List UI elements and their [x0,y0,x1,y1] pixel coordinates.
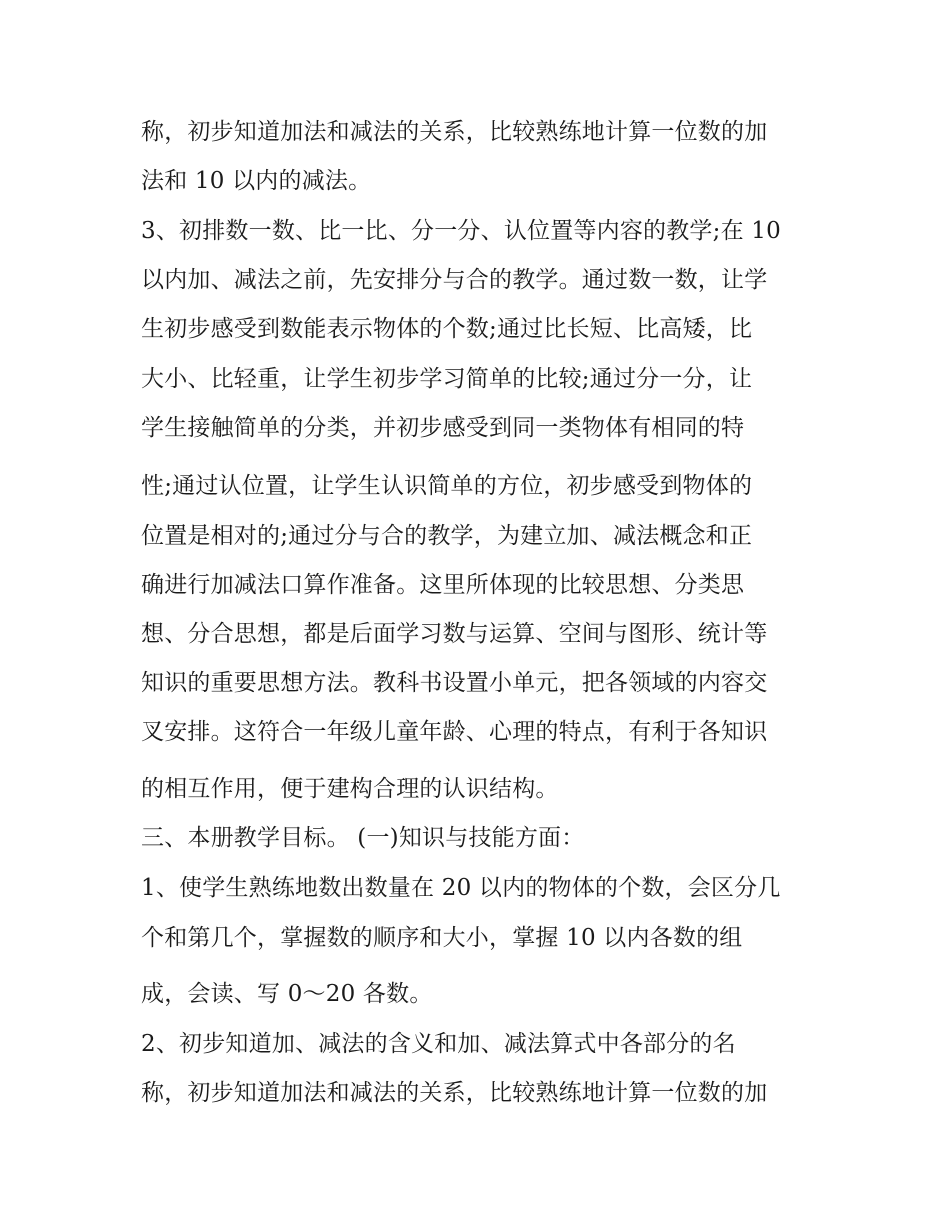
text-line: 以内加、减法之前，先安排分与合的教学。通过数一数，让学 [141,267,768,293]
text-line: 成，会读、写 0～20 各数。 [141,981,433,1007]
text-line: 知识的重要思想方法。教科书设置小单元，把各领域的内容交 [141,670,768,696]
text-line: 确进行加减法口算作准备。这里所体现的比较思想、分类思 [141,572,745,598]
text-line: 学生接触简单的分类，并初步感受到同一类物体有相同的特 [141,415,745,441]
text-line: 个和第几个，掌握数的顺序和大小，掌握 10 以内各数的组 [141,925,743,951]
text-line: 2、初步知道加、减法的含义和加、减法算式中各部分的名 [141,1031,736,1057]
text-line: 大小、比轻重，让学生初步学习简单的比较;通过分一分，让 [141,366,753,392]
text-line: 的相互作用，便于建构合理的认识结构。 [141,776,559,802]
section-heading: 三、本册教学目标。 (一)知识与技能方面： [141,825,585,851]
text-line: 称，初步知道加法和减法的关系，比较熟练地计算一位数的加 [141,119,768,145]
text-line: 3、初排数一数、比一比、分一分、认位置等内容的教学;在 10 [141,218,781,244]
text-line: 叉安排。这符合一年级儿童年龄、心理的特点，有利于各知识 [141,719,768,745]
text-line: 生初步感受到数能表示物体的个数;通过比长短、比高矮，比 [141,316,753,342]
text-line: 1、使学生熟练地数出数量在 20 以内的物体的个数，会区分几 [141,875,781,901]
text-line: 位置是相对的;通过分与合的教学，为建立加、减法概念和正 [141,523,753,549]
text-line: 想、分合思想，都是后面学习数与运算、空间与图形、统计等 [141,621,768,647]
text-line: 称，初步知道加法和减法的关系，比较熟练地计算一位数的加 [141,1080,768,1106]
text-line: 法和 10 以内的减法。 [141,168,372,194]
text-line: 性;通过认位置，让学生认识简单的方位，初步感受到物体的 [141,473,753,499]
